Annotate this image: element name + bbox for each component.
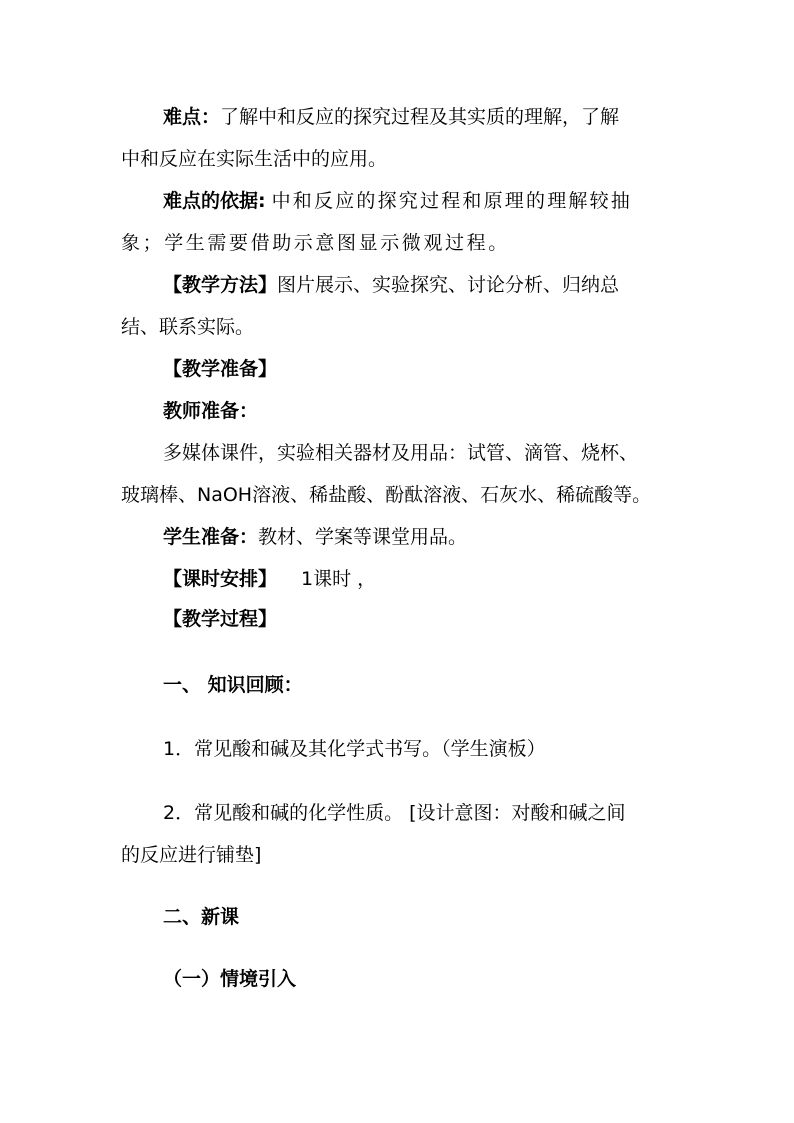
methods-line-1 xyxy=(163,272,619,298)
difficulty-basis-line-1 xyxy=(163,188,632,214)
schedule-label: 【课时安排】 xyxy=(163,568,278,590)
difficulty-line-2: 中和反应在实际生活中的应用。 xyxy=(121,148,388,170)
student-prep-label: 学生准备： xyxy=(163,526,259,548)
difficulty-label: 难点： xyxy=(163,106,221,128)
teacher-prep-line-1: 多媒体课件，实验相关器材及用品：试管、滴管、烧杯、 xyxy=(163,442,639,464)
difficulty-basis-line-2: 象；学生需要借助示意图显示微观过程。 xyxy=(121,232,510,254)
difficulty-basis-text-1: 中和反应的探究过程和原理的理解较抽 xyxy=(271,190,633,212)
difficulty-text-1: 了解中和反应的探究过程及其实质的理解，了解 xyxy=(220,106,620,128)
teacher-prep-line-2: 玻璃棒、NaOH溶液、稀盐酸、酚酞溶液、石灰水、稀硫酸等。 xyxy=(121,484,652,506)
schedule-line xyxy=(163,566,376,592)
student-prep-text: 教材、学案等课堂用品。 xyxy=(258,526,468,548)
section2-subheading-1: （一）情境引入 xyxy=(163,968,297,990)
preparation-heading: 【教学准备】 xyxy=(163,358,278,380)
schedule-text: 1课时 ， xyxy=(301,568,377,590)
section1-heading: 一、 知识回顾： xyxy=(163,674,303,696)
process-heading: 【教学过程】 xyxy=(163,608,278,630)
methods-label: 【教学方法】 xyxy=(163,274,278,296)
methods-line-2: 结、联系实际。 xyxy=(121,316,255,338)
teacher-prep-label: 教师准备： xyxy=(163,400,259,422)
difficulty-basis-label: 难点的依据: xyxy=(163,190,266,212)
section1-item-2-line-2: 的反应进行铺垫] xyxy=(121,844,262,866)
section1-item-2-line-1: 2．常见酸和碱的化学性质。 [设计意图：对酸和碱之间 xyxy=(163,802,626,824)
section1-item-1: 1．常见酸和碱及其化学式书写。（学生演板） xyxy=(163,738,546,760)
section2-heading: 二、新课 xyxy=(163,906,240,928)
difficulty-line-1 xyxy=(163,104,619,130)
methods-text-1: 图片展示、实验探究、讨论分析、归纳总 xyxy=(277,274,620,296)
student-prep-line xyxy=(163,524,467,550)
